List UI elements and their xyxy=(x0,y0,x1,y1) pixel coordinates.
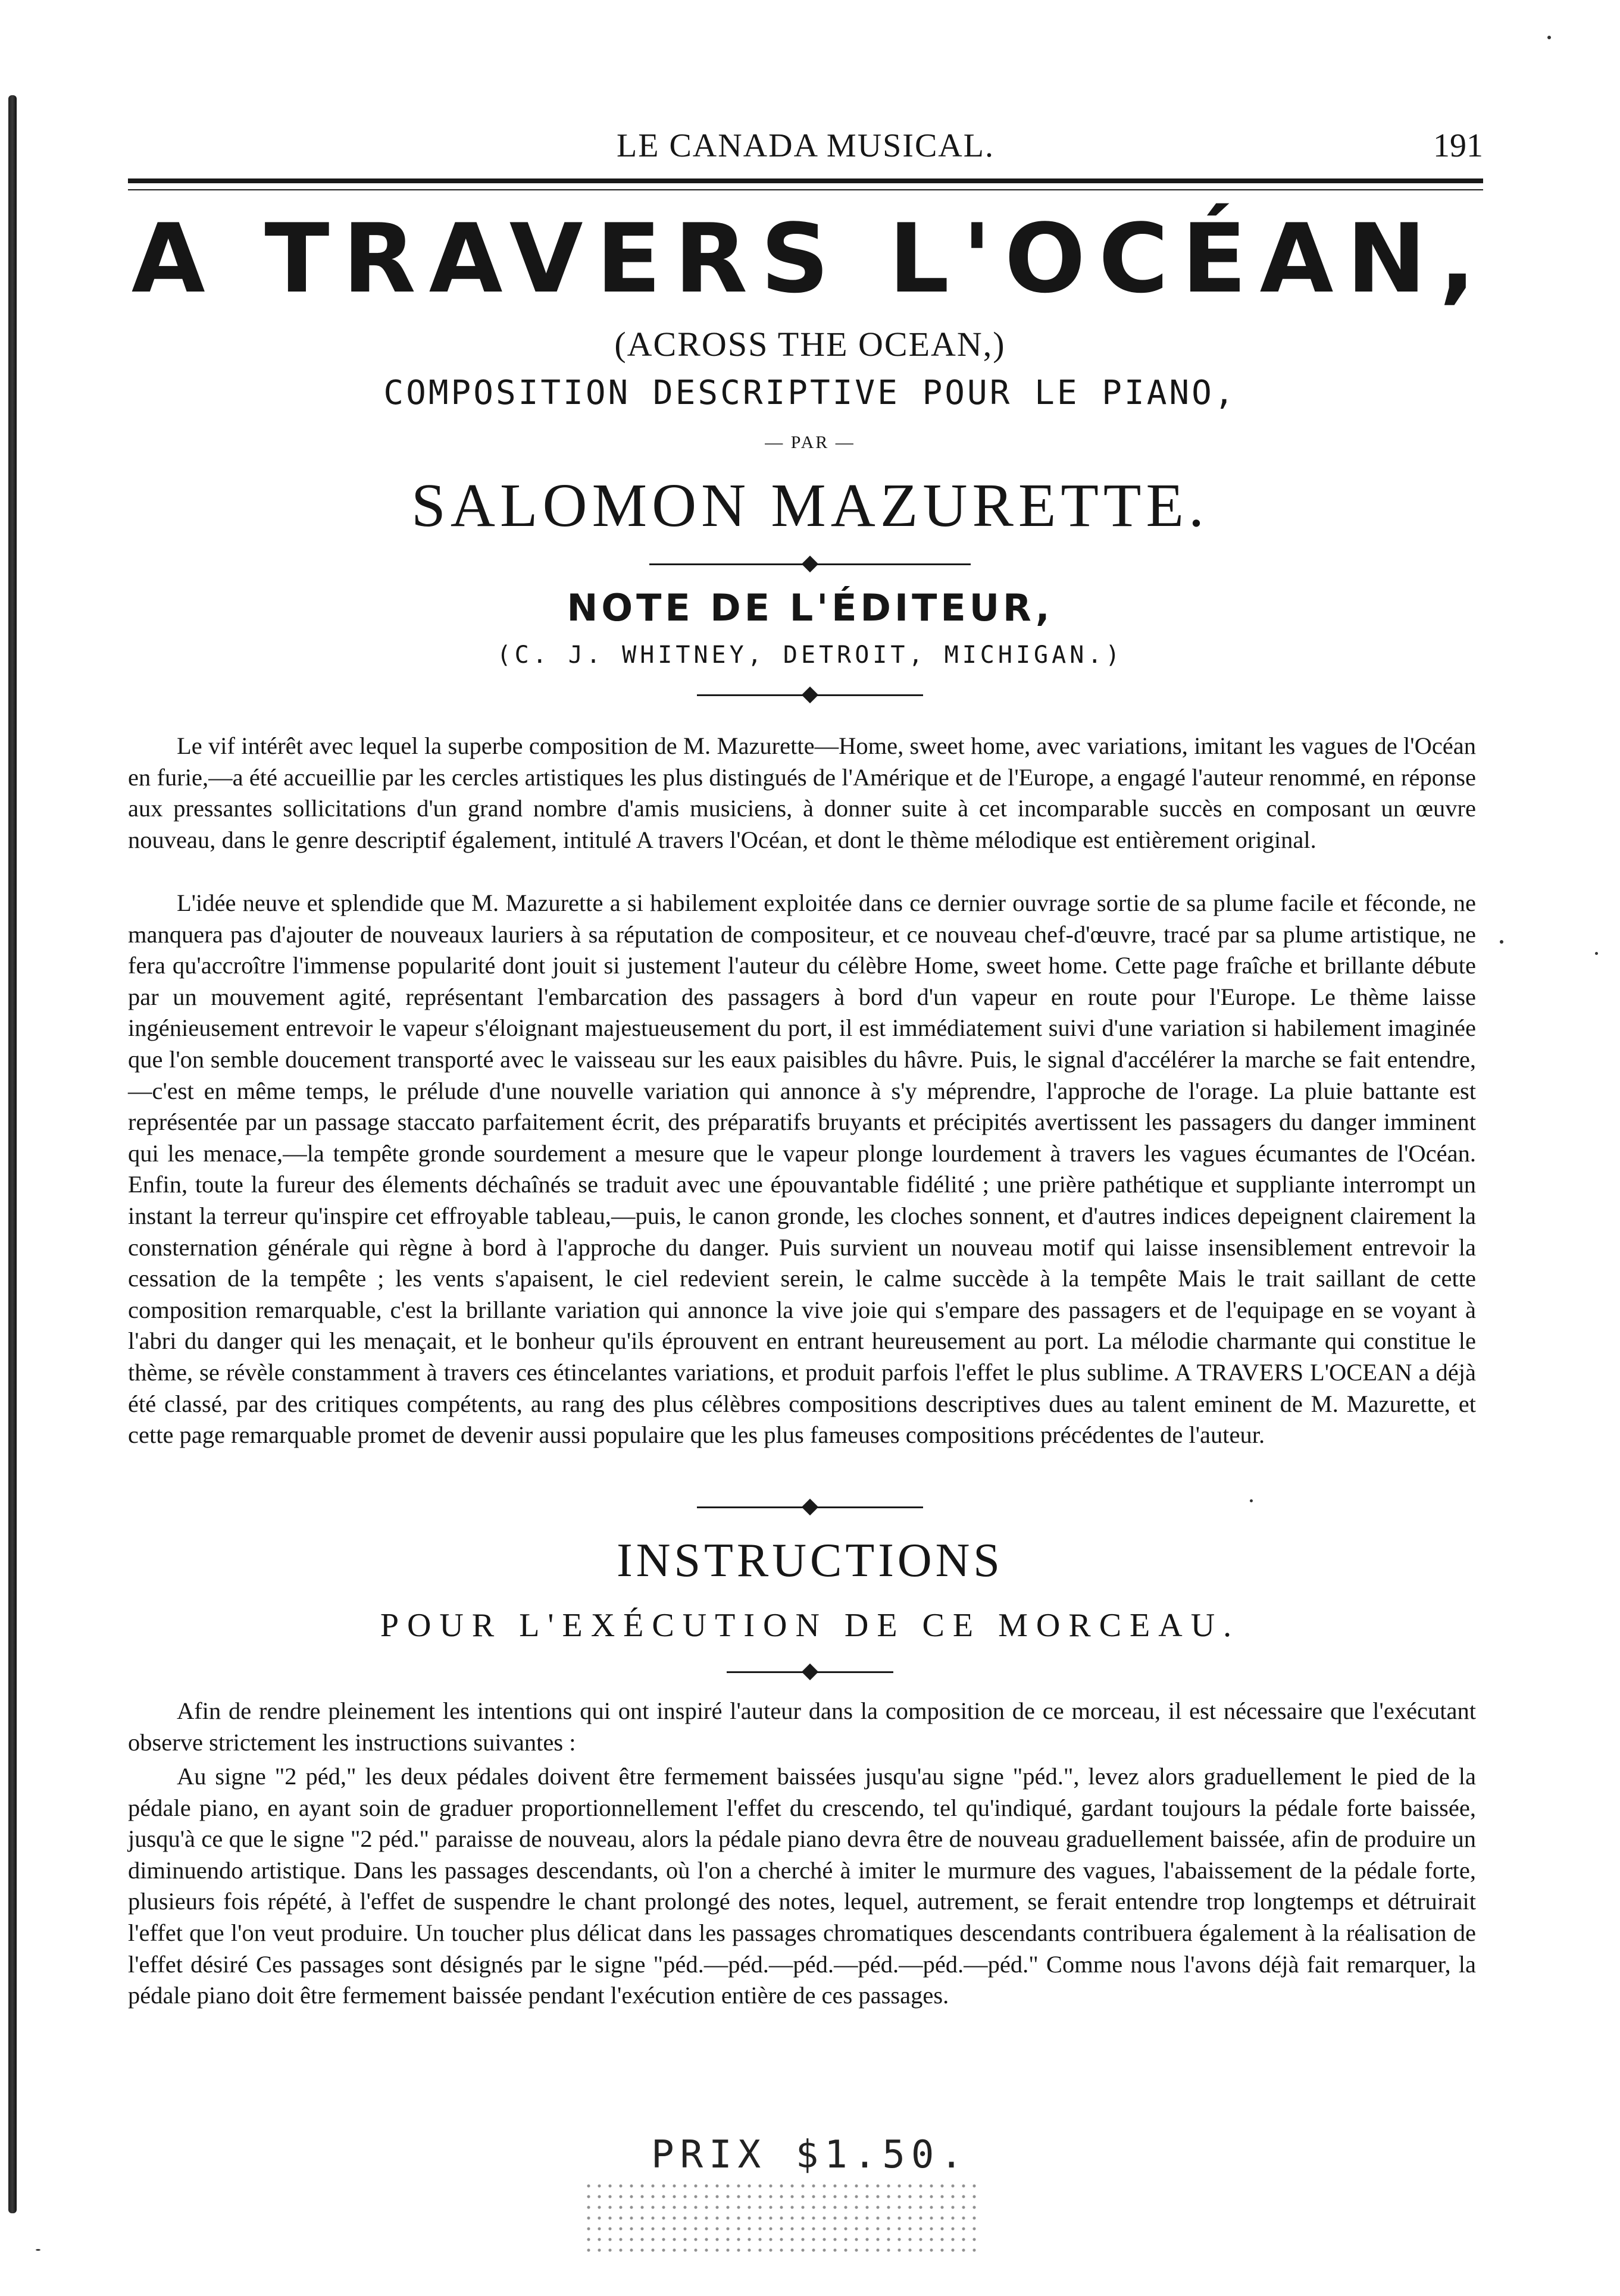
by-line: — PAR — xyxy=(765,433,855,452)
instructions-paragraph: Afin de rendre pleinement les intentions qui ont inspiré l'auteur dans la composition de ce morceau, il est nécessaire que l'exécutant observe strictement les instructions suivantes : xyxy=(128,1697,1476,1756)
ornament-divider xyxy=(697,689,923,701)
piece-title: A TRAVERS L'OCÉAN, xyxy=(131,203,1489,314)
ink-speck xyxy=(1547,36,1551,39)
price-line: PRIX $1.50. xyxy=(651,2133,969,2177)
instructions-paragraph: Au signe "2 péd," les deux pédales doivent être fermement baissées jusqu'au signe "péd.", levez alors graduellement le pied de la pédale piano, en ayant soin de graduer proportionnellement l'effet du crescendo, tel qu'indiqué, gardant toujours la pédale forte baissée, jusqu'à ce que le signe "2 péd." paraisse de nouveau, alors la pédale piano devra être de nouveau graduellement baissée, afin de produire un diminuendo artistique. Dans les passages descendants, où l'on a cherché à imiter le murmure des vagues, l'abaissement de la pédale forte, plusieurs fois répété, à l'effet de suspendre le chant prolongé des notes, lequel, autrement, se ferait entendre trop longtemps et détruirait l'effet que l'on veut produire. Un toucher plus délicat dans les passages chromatiques descendants contribuera également à la réalisation de l'effet désiré Ces passages sont désignés par le signe "péd.—péd.—péd.—péd.—péd.—péd." Comme nous l'avons déjà fait remarquer, la pédale piano doit être fermement baissée pendant l'exécution entière de ces passages. xyxy=(128,1763,1476,2009)
instructions-heading: INSTRUCTIONS xyxy=(617,1534,1003,1587)
ink-speck xyxy=(36,2249,40,2251)
piece-subtitle: (ACROSS THE OCEAN,) xyxy=(614,325,1006,364)
running-header xyxy=(128,122,1483,170)
ornament-divider xyxy=(697,1501,923,1513)
perforated-stamp xyxy=(583,2181,976,2252)
instructions-subheading: POUR L'EXÉCUTION DE CE MORCEAU. xyxy=(380,1607,1240,1644)
ink-speck xyxy=(1500,940,1503,944)
composer-name: SALOMON MAZURETTE. xyxy=(411,471,1209,540)
page-number: 191 xyxy=(1433,127,1483,164)
ornament-divider xyxy=(649,558,971,570)
publisher-line: (C. J. WHITNEY, DETROIT, MICHIGAN.) xyxy=(496,641,1124,669)
header-rule-thin xyxy=(128,189,1483,190)
piece-descriptor: COMPOSITION DESCRIPTIVE POUR LE PIANO, xyxy=(383,374,1237,412)
header-rule xyxy=(128,178,1483,183)
binding-edge xyxy=(8,95,17,2213)
ink-speck xyxy=(1250,1499,1253,1502)
ornament-divider xyxy=(727,1666,893,1678)
journal-title: LE CANADA MUSICAL. xyxy=(617,127,994,164)
editor-note-heading: NOTE DE L'ÉDITEUR, xyxy=(567,586,1053,629)
ink-speck xyxy=(1595,952,1598,955)
editor-paragraph: Le vif intérêt avec lequel la superbe composition de M. Mazurette—Home, sweet home, avec variations, imitant les vagues de l'Océan en furie,—a été accueillie par les cercles artistiques les plus distingués de l'Amérique et de l'Europe, a engagé l'auteur renommé, en réponse aux pressantes sollicitations d'un grand nombre d'amis musiciens, à donner suite à cet incomparable succès en composant un œuvre nouveau, dans le genre descriptif également, intitulé A travers l'Océan, et dont le thème mélodique est entièrement original. xyxy=(128,732,1476,853)
editor-paragraph: L'idée neuve et splendide que M. Mazurette a si habilement exploitée dans ce dernier ouvrage sortie de sa plume facile et féconde, ne manquera pas d'ajouter de nouveaux lauriers à sa réputation de compositeur, et ce nouveau chef-d'œuvre, tracé par sa plume artistique, ne fera qu'accroître l'immense popularité dont jouit si justement l'auteur du célèbre Home, sweet home. Cette page fraîche et brillante débute par un mouvement agité, représentant l'embarcation des passagers à bord d'un vapeur en route pour l'Europe. Le thème laisse ingénieusement entrevoir le vapeur s'éloignant majestueusement du port, il est immédiatement suivi d'une variation si habilement imaginée que l'on semble doucement transporté avec le vaisseau sur les eaux paisibles du hâvre. Puis, le signal d'accélérer la marche se fait entendre,—c'est en même temps, le prélude d'une nouvelle variation qui annonce à s'y méprendre, l'approche de l'orage. La pluie battante est représentée par un passage staccato parfaitement écrit, des préparatifs bruyants et précipités avertissent les passagers du danger imminent qui les menace,—la tempête gronde sourdement a mesure que le vapeur plonge lourdement à travers les vagues écumantes de l'Océan. Enfin, toute la fureur des élements déchaînés se traduit avec une épouvantable fidélité ; une prière pathétique et suppliante interrompt un instant la terreur qu'inspire cet effroyable tableau,—puis, le canon gronde, les cloches sonnent, et d'autres indices depeignent clairement la consternation générale qui règne à bord à l'approche du danger. Puis survient un nouveau motif qui laisse insensiblement entrevoir la cessation de la tempête ; les vents s'apaisent, le ciel redevient serein, le calme succède à la tempête Mais le trait saillant de cette composition remarquable, c'est la brillante variation qui annonce la vive joie qui s'empare des passagers et de l'equipage en se voyant à l'abri du danger qui les menaçait, et le bonheur qu'ils éprouvent en entrant heureusement au port. La mélodie charmante qui constitue le thème, se révèle constamment à travers ces étincelantes variations, et produit parfois l'effet le plus sublime. A TRAVERS L'OCEAN a déjà été classé, par des critiques compétents, au rang des plus célèbres compositions descriptives dues au talent eminent de M. Mazurette, et cette page remarquable promet de devenir aussi populaire que les plus fameuses compositions précédentes de l'auteur. xyxy=(128,889,1476,1449)
